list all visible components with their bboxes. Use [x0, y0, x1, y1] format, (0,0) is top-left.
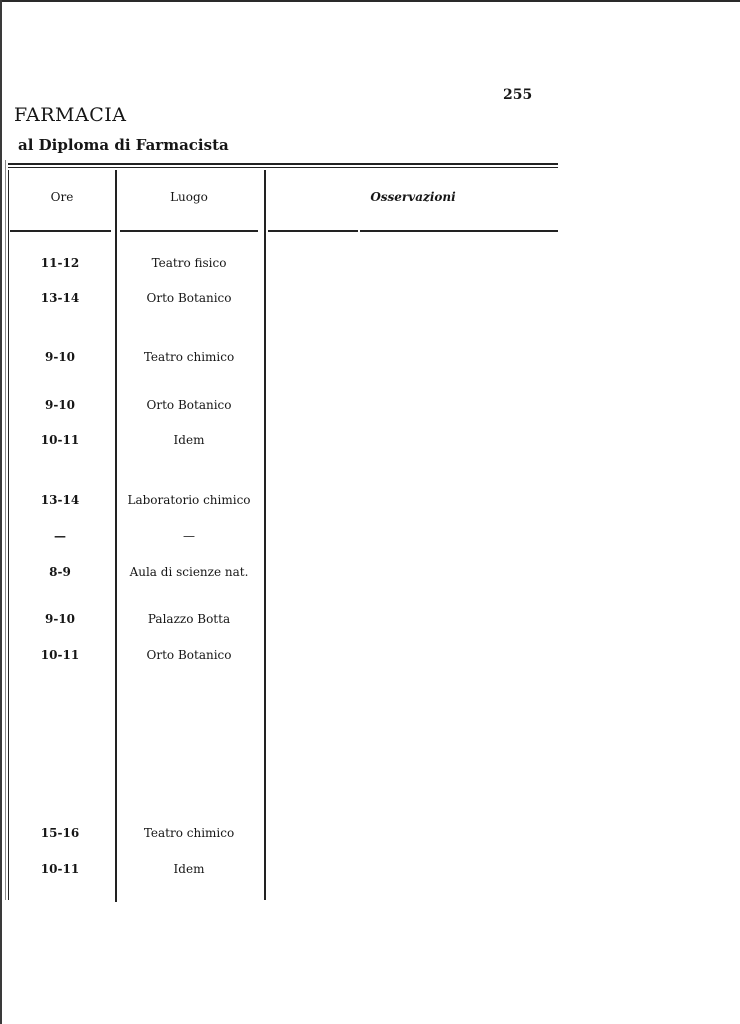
table-row-luogo: Teatro fisico [151, 256, 227, 270]
section-title: FARMACIA [14, 104, 127, 126]
table-row-ore: 9-10 [44, 398, 76, 412]
table-row-luogo: — [183, 529, 195, 543]
table-row-ore: 11-12 [40, 256, 80, 270]
page-left-inner-edge [5, 160, 6, 900]
table-row-luogo: Aula di scienze nat. [129, 565, 249, 579]
table-row-ore: 15-16 [40, 826, 80, 840]
table-row-luogo: Teatro chimico [143, 826, 235, 840]
column-header-ore: Ore [50, 190, 74, 204]
table-row-ore: 10-11 [40, 648, 80, 662]
table-row-luogo: Orto Botanico [146, 291, 232, 305]
page-top-edge [0, 0, 740, 2]
table-row-ore: 10-11 [40, 433, 80, 447]
header-rule-thin [8, 167, 558, 168]
column-divider-ore-luogo [115, 170, 117, 902]
column-header-luogo: Luogo [170, 190, 208, 204]
table-row-ore: — [54, 529, 66, 543]
table-row-luogo: Idem [173, 433, 205, 447]
header-underline-ore [10, 230, 111, 232]
table-row-luogo: Palazzo Botta [147, 612, 231, 626]
table-row-ore: 10-11 [40, 862, 80, 876]
table-row-luogo: Teatro chimico [143, 350, 235, 364]
section-subtitle: al Diploma di Farmacista [18, 136, 229, 154]
header-rule-thick [8, 163, 558, 165]
header-underline-luogo [120, 230, 258, 232]
table-row-luogo: Laboratorio chimico [127, 493, 251, 507]
table-row-luogo: Orto Botanico [146, 398, 232, 412]
table-row-ore: 9-10 [44, 350, 76, 364]
table-row-ore: 13-14 [40, 291, 80, 305]
page-left-edge [0, 0, 2, 1024]
table-row-ore: 13-14 [40, 493, 80, 507]
column-divider-luogo-osservazioni [264, 170, 266, 900]
table-row-ore: 9-10 [44, 612, 76, 626]
table-row-luogo: Orto Botanico [146, 648, 232, 662]
header-underline-osservazioni-right [360, 230, 558, 232]
column-header-osservazioni: Osservazioni [370, 190, 456, 204]
table-row-ore: 8-9 [49, 565, 71, 579]
column-divider-left [8, 170, 9, 900]
page-number: 255 [503, 87, 533, 103]
header-underline-osservazioni-left [268, 230, 358, 232]
table-row-luogo: Idem [173, 862, 205, 876]
